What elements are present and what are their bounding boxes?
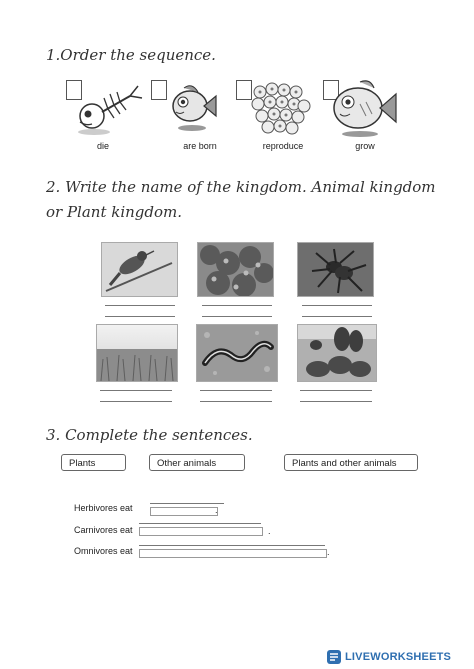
label-are-born: are born xyxy=(183,141,217,151)
spider-photo xyxy=(297,242,374,297)
section1-heading: 1.Order the sequence. xyxy=(46,46,216,64)
word-bank-plants[interactable]: Plants xyxy=(61,454,126,471)
carnivores-answer-field[interactable] xyxy=(139,527,263,536)
section2-heading-line2: or Plant kingdom. xyxy=(46,203,183,221)
apple-tree-photo xyxy=(197,242,274,297)
answer-line-snake-1[interactable] xyxy=(200,390,272,391)
liveworksheets-logo-icon xyxy=(326,649,342,665)
herbivores-top-line xyxy=(150,503,224,504)
snake-photo xyxy=(196,324,278,382)
label-grow: grow xyxy=(355,141,375,151)
sentence-omnivores: Omnivores eat xyxy=(74,546,133,556)
herbivores-answer-field[interactable] xyxy=(150,507,218,516)
carnivores-top-line xyxy=(139,523,261,524)
order-checkbox-are-born[interactable] xyxy=(151,80,167,100)
bird-photo xyxy=(101,242,178,297)
answer-line-snake-2[interactable] xyxy=(200,401,272,402)
omnivores-top-line xyxy=(139,545,325,546)
herbivores-period: . xyxy=(215,505,218,515)
liveworksheets-logo xyxy=(326,649,451,665)
answer-line-bird-1[interactable] xyxy=(105,305,175,306)
sentence-herbivores: Herbivores eat xyxy=(74,503,133,513)
answer-line-spider-1[interactable] xyxy=(302,305,372,306)
fish-skeleton-icon xyxy=(72,82,144,140)
fish-eggs-icon xyxy=(250,80,312,138)
grass-field-photo xyxy=(96,324,178,382)
carnivores-period: . xyxy=(268,526,271,536)
answer-line-bird-2[interactable] xyxy=(105,316,175,317)
label-reproduce: reproduce xyxy=(262,141,304,151)
small-fish-icon xyxy=(168,82,220,134)
section3-heading: 3. Complete the sentences. xyxy=(46,426,253,444)
label-die: die xyxy=(96,141,109,151)
answer-line-spider-2[interactable] xyxy=(302,316,372,317)
answer-line-grass-2[interactable] xyxy=(100,401,172,402)
answer-line-hedges-2[interactable] xyxy=(300,401,372,402)
hedges-photo xyxy=(297,324,377,382)
answer-line-tree-1[interactable] xyxy=(202,305,272,306)
answer-line-tree-2[interactable] xyxy=(202,316,272,317)
liveworksheets-brand: LIVEWORKSHEETS xyxy=(345,651,452,663)
section2-heading-line1: 2. Write the name of the kingdom. Animal kingdom xyxy=(46,178,436,196)
answer-line-hedges-1[interactable] xyxy=(300,390,372,391)
word-bank-plants-and-other-animals[interactable]: Plants and other animals xyxy=(284,454,418,471)
answer-line-grass-1[interactable] xyxy=(100,390,172,391)
big-fish-icon xyxy=(330,78,400,140)
sentence-carnivores: Carnivores eat xyxy=(74,525,133,535)
omnivores-answer-field[interactable] xyxy=(139,549,327,558)
omnivores-period: . xyxy=(327,547,330,557)
word-bank-other-animals[interactable]: Other animals xyxy=(149,454,245,471)
